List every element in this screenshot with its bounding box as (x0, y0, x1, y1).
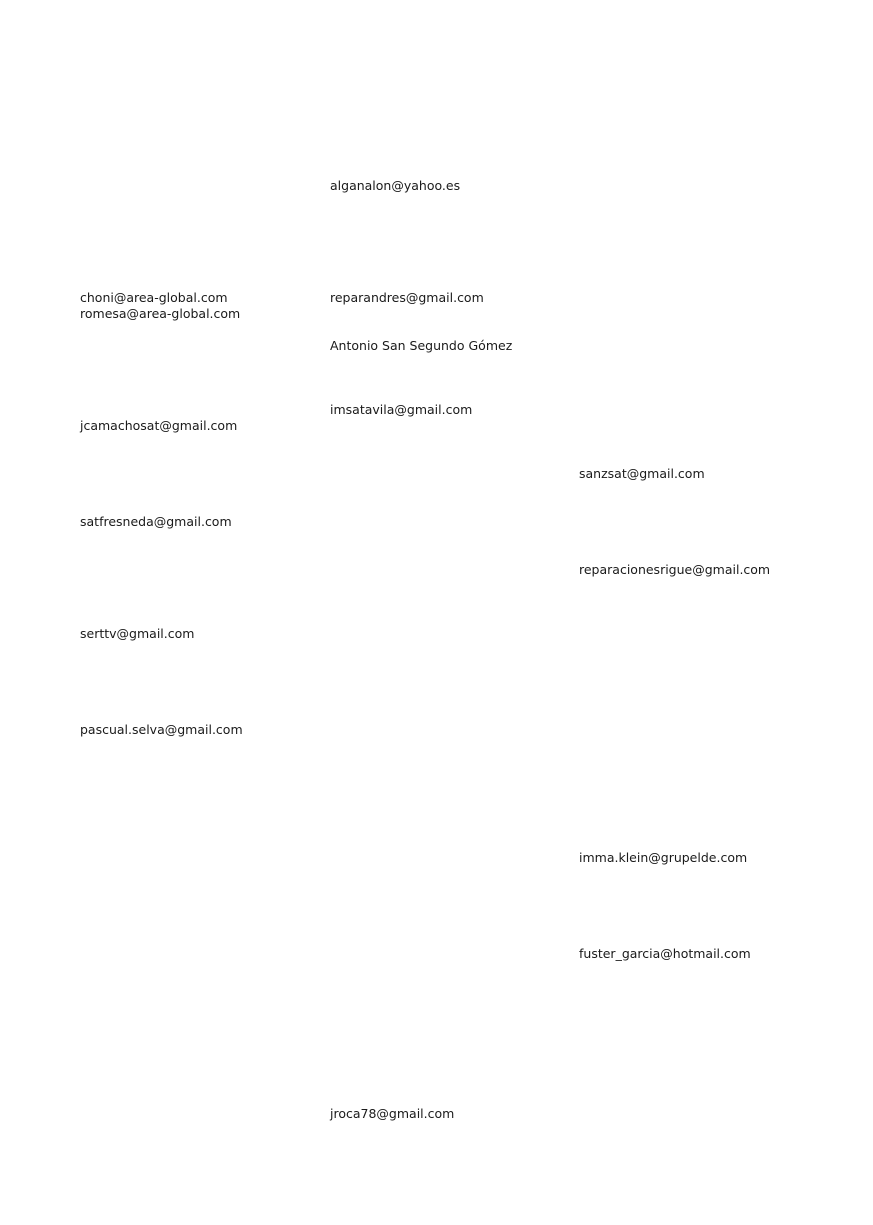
email-entry: imma.klein@grupelde.com (579, 850, 748, 865)
email-entry: reparandres@gmail.com (330, 290, 484, 305)
email-entry: jroca78@gmail.com (330, 1106, 455, 1121)
email-entry: alganalon@yahoo.es (330, 178, 461, 193)
email-entry: fuster_garcia@hotmail.com (579, 946, 751, 961)
email-entry: reparacionesrigue@gmail.com (579, 562, 771, 577)
email-entry: sanzsat@gmail.com (579, 466, 705, 481)
email-entry: romesa@area-global.com (80, 306, 241, 321)
email-entry: choni@area-global.com (80, 290, 228, 305)
contact-name: Antonio San Segundo Gómez (330, 338, 513, 353)
email-entry: satfresneda@gmail.com (80, 514, 232, 529)
email-entry: jcamachosat@gmail.com (80, 418, 238, 433)
email-entry: serttv@gmail.com (80, 626, 195, 641)
email-entry: imsatavila@gmail.com (330, 402, 473, 417)
email-entry: pascual.selva@gmail.com (80, 722, 243, 737)
